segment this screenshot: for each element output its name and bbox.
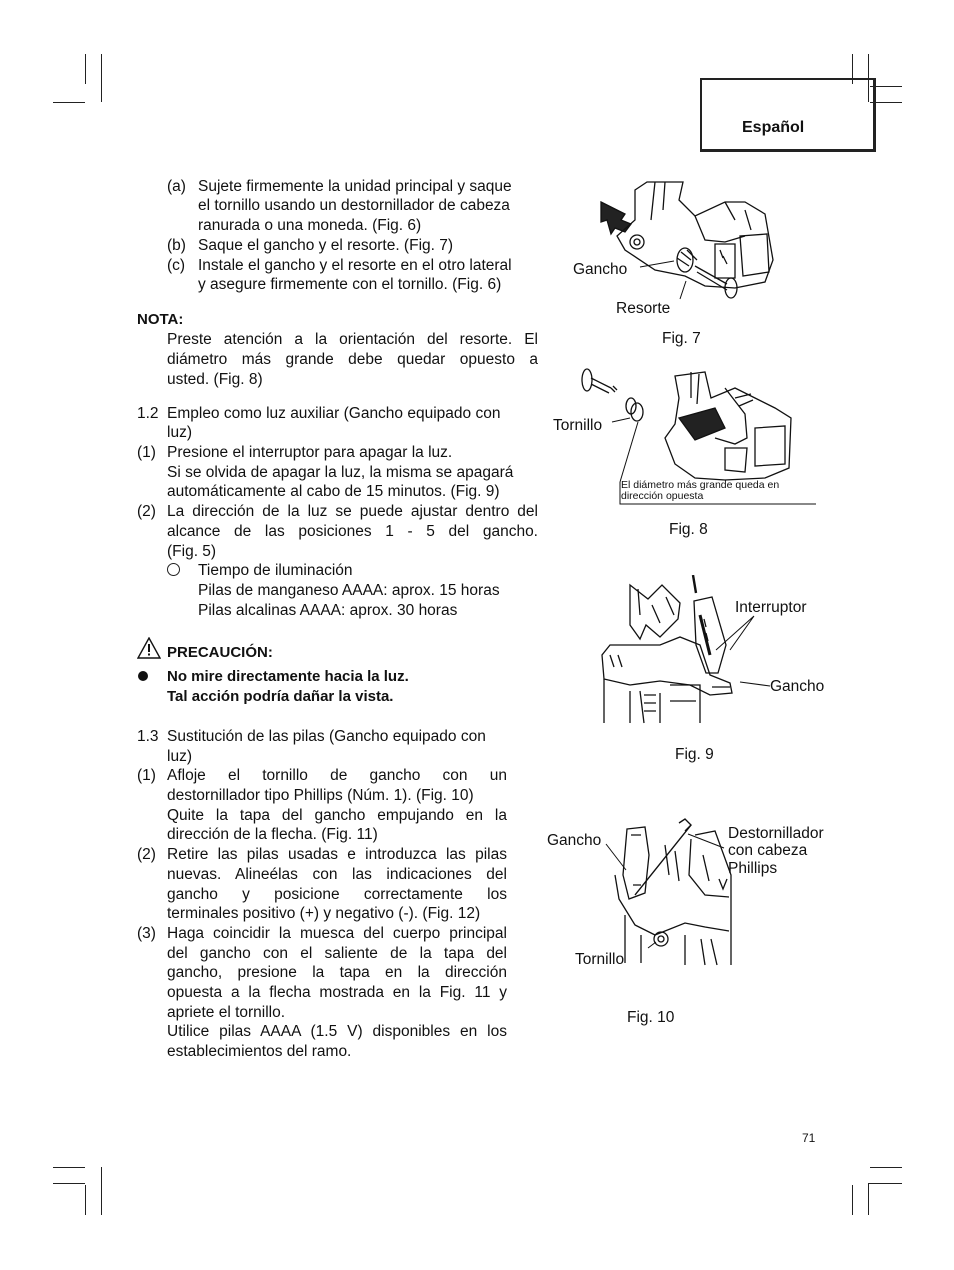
step-c-line-1: Instale el gancho y el resorte en el otro lateral	[198, 257, 512, 274]
section-1-3-number: 1.3	[137, 728, 159, 745]
item-1-2-1-line-3: automáticamente al cabo de 15 minutos. (Fig. 9)	[167, 483, 500, 500]
fig7-label-gancho: Gancho	[573, 261, 628, 278]
item-1-2-2-line-3: (Fig. 5)	[167, 543, 217, 560]
fig8-label-tornillo: Tornillo	[553, 417, 603, 434]
language-label: Español	[742, 119, 805, 136]
nota-line-3: usted. (Fig. 8)	[167, 371, 263, 388]
section-1-2-line-2: luz)	[167, 424, 192, 441]
item-1-2-2-marker: (2)	[137, 503, 156, 520]
lighting-line-2: Pilas alcalinas AAAA: aprox. 30 horas	[198, 602, 458, 619]
fig10-label-tornillo: Tornillo	[575, 951, 625, 968]
item-1-3-1-line-3: Quite la tapa del gancho empujando en la	[167, 807, 507, 824]
item-1-2-1-marker: (1)	[137, 444, 156, 461]
step-b-line-1: Saque el gancho y el resorte. (Fig. 7)	[198, 237, 454, 254]
page-number: 71	[802, 1131, 816, 1145]
item-1-2-1-line-1: Presione el interruptor para apagar la luz.	[167, 444, 453, 461]
fig10-label-destornillador-3: Phillips	[728, 860, 778, 877]
item-1-3-3-line-7: establecimientos del ramo.	[167, 1043, 352, 1060]
item-1-3-3-line-2: del gancho con el saliente de la tapa del	[167, 945, 507, 962]
bullet-icon	[138, 671, 148, 681]
fig10-label-destornillador-2: con cabeza	[728, 842, 808, 859]
item-1-3-3-line-5: apriete el tornillo.	[167, 1004, 286, 1021]
item-1-3-3-line-3: gancho, presione la tapa en la dirección	[167, 964, 507, 981]
item-1-2-1-line-2: Si se olvida de apagar la luz, la misma se apagará	[167, 464, 514, 481]
fig7-label-resorte: Resorte	[616, 300, 671, 317]
item-1-3-3-marker: (3)	[137, 925, 156, 942]
fig10-caption: Fig. 10	[627, 1009, 675, 1026]
step-a-marker: (a)	[167, 178, 186, 195]
step-a-line-1: Sujete firmemente la unidad principal y saque	[198, 178, 512, 195]
item-1-3-2-marker: (2)	[137, 846, 156, 863]
fig9-label-gancho: Gancho	[770, 678, 825, 695]
fig9-caption: Fig. 9	[675, 746, 714, 763]
item-1-3-3-line-1: Haga coincidir la muesca del cuerpo principal	[167, 925, 507, 942]
item-1-3-2-line-4: terminales positivo (+) y negativo (-). (Fig. 12)	[167, 905, 481, 922]
fig7-leader-lines	[600, 255, 690, 305]
nota-line-2: diámetro más grande debe quedar opuesto a	[167, 351, 538, 368]
item-1-3-3-line-6: Utilice pilas AAAA (1.5 V) disponibles en los	[167, 1023, 507, 1040]
item-1-3-2-line-1: Retire las pilas usadas e introduzca las pilas	[167, 846, 507, 863]
circle-bullet-icon	[167, 563, 180, 576]
nota-title: NOTA:	[137, 311, 184, 328]
item-1-3-1-line-2: destornillador tipo Phillips (Núm. 1). (Fig. 10)	[167, 787, 474, 804]
fig8-note-line-2: dirección opuesta	[621, 490, 704, 502]
step-b-marker: (b)	[167, 237, 186, 254]
lighting-line-1: Pilas de manganeso AAAA: aprox. 15 horas	[198, 582, 500, 599]
item-1-3-1-line-4: dirección de la flecha. (Fig. 11)	[167, 826, 378, 843]
fig10-label-gancho: Gancho	[547, 832, 602, 849]
item-1-2-2-line-2: alcance de las posiciones 1 - 5 del gancho.	[167, 523, 538, 540]
fig8-note-line-1: El diámetro más grande queda en	[621, 479, 780, 491]
section-1-2-line-1: Empleo como luz auxiliar (Gancho equipado con	[167, 405, 501, 422]
nota-line-1: Preste atención a la orientación del resorte. El	[167, 331, 538, 348]
item-1-3-2-line-3: gancho y posicione correctamente los	[167, 886, 507, 903]
fig9-leader-lines	[700, 610, 780, 700]
step-a-line-2: el tornillo usando un destornillador de cabeza	[198, 197, 510, 214]
step-c-line-2: y asegure firmemente con el tornillo. (Fig. 6)	[198, 276, 502, 293]
item-1-3-2-line-2: nuevas. Alineélas con las indicaciones del	[167, 866, 507, 883]
section-1-2-number: 1.2	[137, 405, 159, 422]
item-1-3-1-marker: (1)	[137, 767, 156, 784]
step-a-line-3: ranurada o una moneda. (Fig. 6)	[198, 217, 422, 234]
warning-triangle-icon	[137, 637, 161, 659]
fig9-label-interruptor: Interruptor	[735, 599, 807, 616]
fig10-label-destornillador-1: Destornillador	[728, 825, 824, 842]
section-1-3-line-1: Sustitución de las pilas (Gancho equipado con	[167, 728, 486, 745]
lighting-title: Tiempo de iluminación	[198, 562, 353, 579]
caution-line-1: No mire directamente hacia la luz.	[167, 668, 409, 685]
language-tab	[700, 78, 876, 152]
fig8-caption: Fig. 8	[669, 521, 708, 538]
step-c-marker: (c)	[167, 257, 186, 274]
item-1-2-2-line-1: La dirección de la luz se puede ajustar dentro del	[167, 503, 538, 520]
caution-title: PRECAUCIÓN:	[167, 644, 273, 661]
fig10-leader-lines	[600, 830, 730, 960]
item-1-3-1-line-1: Afloje el tornillo de gancho con un	[167, 767, 507, 784]
item-1-3-3-line-4: opuesta a la flecha mostrada en la Fig. 11 y	[167, 984, 507, 1001]
section-1-3-line-2: luz)	[167, 748, 192, 765]
fig7-caption: Fig. 7	[662, 330, 701, 347]
caution-line-2: Tal acción podría dañar la vista.	[167, 688, 394, 705]
